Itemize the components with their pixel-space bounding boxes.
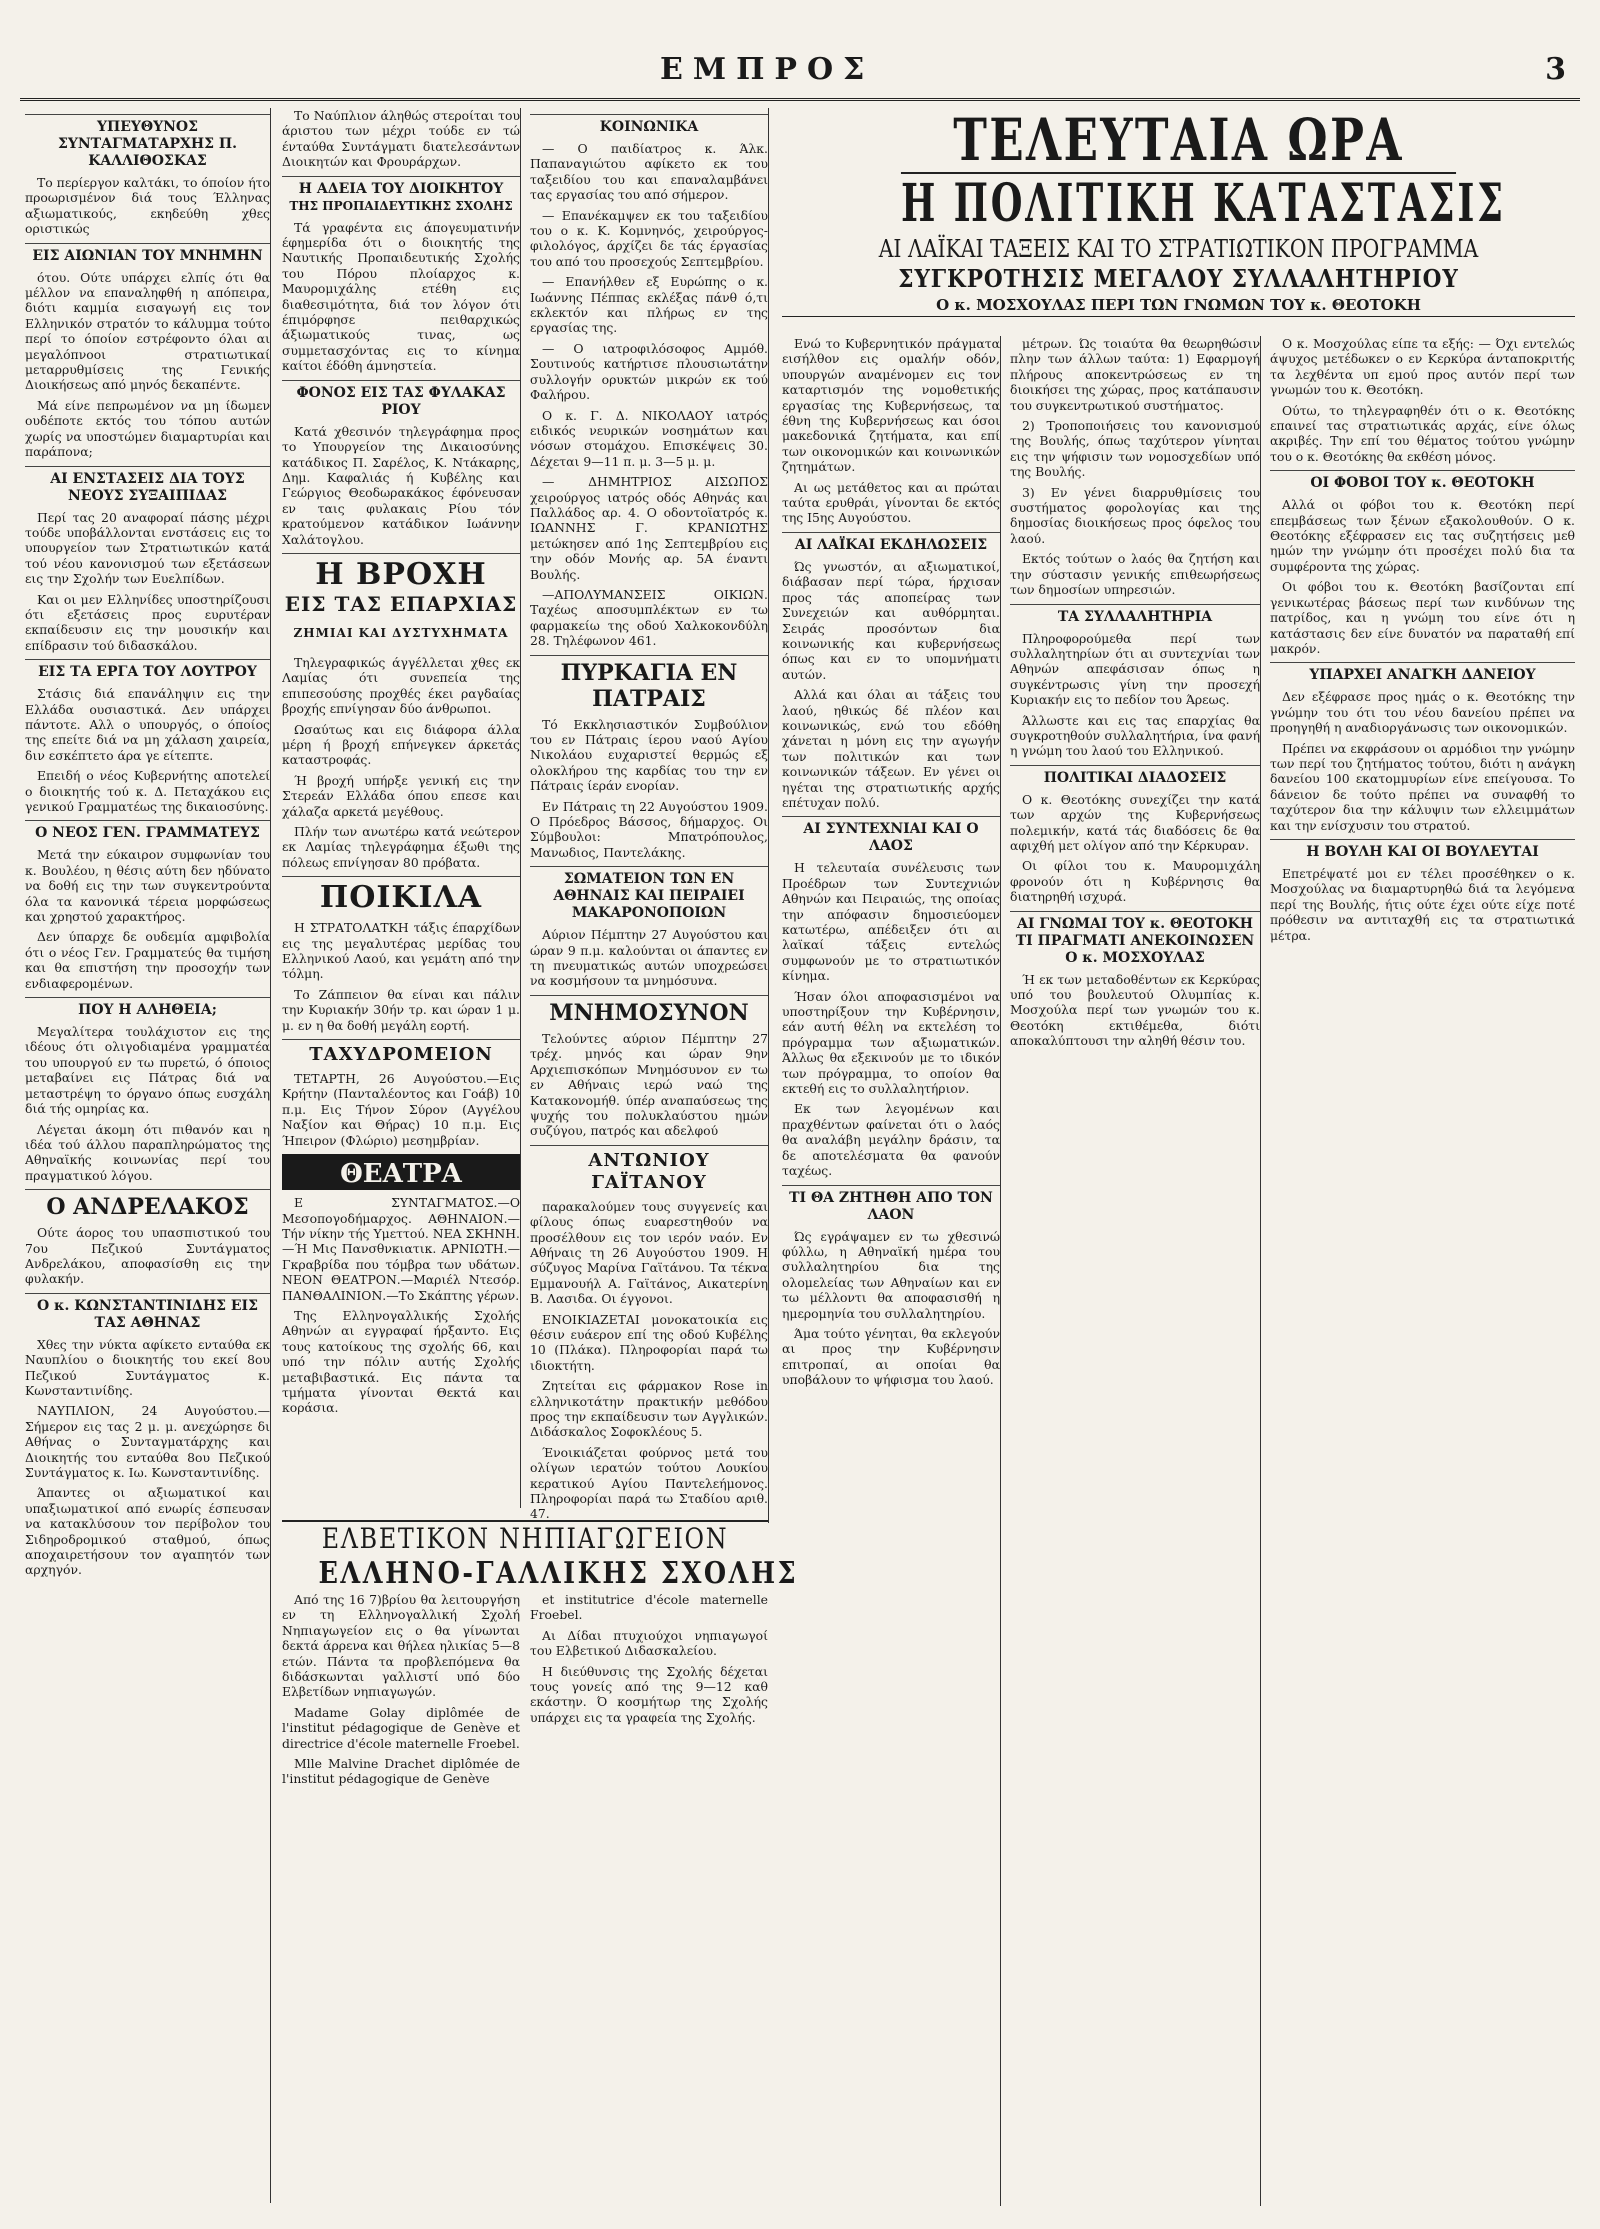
paragraph: Αλλά και όλαι αι τάξεις του λαού, ηθικώς δέ πλέον και κοινωνικώς, ενώ του εδόθη χάνεται η μόνη εις την αγωγήν των πολιτικών και των κοινωνικών τάξεων. Εν γένει οι ηγέται της στρατιωτικής αρχής επέτυχαν πολύ.	[782, 687, 1000, 810]
paragraph: Άπαντες οι αξιωματικοί και υπαξιωματικοί από ενωρίς έσπευσαν να κατακλύσουν τον περίβολον του Σιδηροδρομικού σταθμού, όπως αποχαιρετήσουν τον αγαπητόν των αρχηγόν.	[25, 1485, 270, 1578]
column-1	[25, 108, 271, 2203]
paragraph: Μετά την εύκαιρον συμφωνίαν του κ. Βουλέου, η θέσις αύτη δεν ηδύνατο να δοθή εις την των συγκεντρούντα όλα τα κανονικά τέρεια μορφώσεως και χρηστού χαρακτήρος.	[25, 847, 270, 925]
paragraph: 3) Εν γένει διαρρυθμίσεις του συστήματος φορολογίας και της δημοσίας διοικήσεως προς όφελος του λαού.	[1010, 484, 1260, 546]
paragraph: Τηλεγραφικώς άγγέλλεται χθες εκ Λαμίας ότι συνεπεία της επιπεσούσης προχθές έκει ραγδαίας βροχής επνίγησαν δύο άνθρωποι.	[282, 654, 520, 717]
paragraph: Τά γραφέντα εις άπογευματινήν έφημερίδα ότι ο διοικητής της Ναυτικής Προπαιδευτικής Σχολής του Πόρου πλοίαρχος κ. Μαυρομιχάλης ετέθη εις διαθεσιμότητα, διά τον λόγον ότι έπιμόρφησε πειθαρχικώς άξιωματικούς τινας, ως συμμετασχόντας εις το κίνημα καίτοι έδόθη άμνηστεία.	[282, 219, 520, 374]
headline: ΠΟΥ Η ΑΛΗΘΕΙΑ;	[25, 997, 270, 1019]
headline: ΤΙ ΘΑ ΖΗΤΗΘΗ ΑΠΟ ΤΟΝ ΛΑΟΝ	[782, 1185, 1000, 1224]
headline: ΘΕΑΤΡΑ	[282, 1154, 520, 1190]
ad-subtitle: ΕΛΛΗΝΟ-ΓΑΛΛΙΚΗΣ ΣΧΟΛΗΣ	[318, 1556, 799, 1591]
paragraph: — Ο παιδίατρος κ. Άλκ. Παπαναγιώτου αφίκετο εκ του ταξειδίου του και επαναλαμβάνει τας εργασίας του από σήμερον.	[530, 141, 768, 203]
headline-sub: ΤΗΣ ΠΡΟΠΑΙΔΕΥΤΙΚΗΣ ΣΧΟΛΗΣ	[289, 198, 513, 213]
headline: ΕΙΣ ΑΙΩΝΙΑΝ ΤΟΥ ΜΝΗΜΗΝ	[25, 243, 270, 265]
ad-left-column	[282, 1592, 520, 2192]
headline: ΑΙ ΕΝΣΤΑΣΕΙΣ ΔΙΑ ΤΟΥΣ ΝΕΟΥΣ ΣΥΞΑΙΠΙΔΑΣ	[25, 466, 270, 505]
paragraph: Πρέπει να εκφράσουν οι αρμόδιοι την γνώμην των περί του ζητήματος τούτου, διότι η ανάγκη δανείου 100 εκατομμυρίων είνε επείγουσα. Το δάνειον δε τούτο πρέπει να συναφθή το ταχύτερον δια την κάλυψιν των ελλειμμάτων και την ενίσχυσιν του στρατού.	[1270, 740, 1575, 833]
paragraph: Ήσαν όλοι αποφασισμένοι να υποστηρίξουν την Κυβέρνησιν, εάν αυτή θέλη να εκτελέση το πρόγραμμα των αξιωματικών. Άλλως θα εξεκινούν με το ιδικόν των πρόγραμμα, το οποίον θα εκτεθή εις το συλλαλητήριον.	[782, 988, 1000, 1097]
headline-sub: ΖΗΜΙΑΙ ΚΑΙ ΔΥΣΤΥΧΗΜΑΤΑ	[293, 625, 509, 640]
headline: Η ΒΟΥΛΗ ΚΑΙ ΟΙ ΒΟΥΛΕΥΤΑΙ	[1270, 839, 1575, 861]
headline-moschoulas: Ο κ. ΜΟΣΧΟΥΛΑΣ ΠΕΡΙ ΤΩΝ ΓΝΩΜΩΝ ΤΟΥ κ. ΘΕΟΤΟΚΗ	[782, 294, 1575, 317]
headline: ΑΙ ΣΥΝΤΕΧΝΙΑΙ ΚΑΙ Ο ΛΑΟΣ	[782, 816, 1000, 855]
paragraph: — Επανήλθεν εξ Ευρώπης ο κ. Ιωάννης Πέππας εκλέξας πάνθ ό,τι εκλεκτόν και πλήρως εν της εργασίας της.	[530, 274, 768, 336]
paragraph: Οι φίλοι του κ. Μαυρομιχάλη φρονούν ότι η Κυβέρνησις θα διατηρηθή ισχυρά.	[1010, 858, 1260, 905]
paragraph: Δεν εξέφρασε προς ημάς ο κ. Θεοτόκης την γνώμην του ότι του νέου δανείου πρέπει να προηγηθή η αναδιοργάνωσις των οικονομικών.	[1270, 689, 1575, 736]
paragraph: Το περίεργον καλτάκι, το όποίον ήτο προωρισμένον διά τους Έλληνας αξιωματικούς, εκηδεύθη χθες οριστικώς	[25, 175, 270, 237]
paragraph: Μεγαλίτερα τουλάχιστον εις της ιδέους ότι ολιγοδιαμένα γραμματέα του υπουργού εν τω πυρετώ, ό όποιος μεταβαίνει εις Πάτρας διά να μεταστρέψη το όργανο όπως ευσχάλη διά τής ομηρίας κα.	[25, 1024, 270, 1117]
paragraph: Και οι μεν Ελληνίδες υποστηρίζουσι ότι εξετάσεις προς ευρυτέραν εκπαίδευσιν εις την μουσικήν και επίδρασιν τού διδασκάλου.	[25, 591, 270, 653]
paragraph: Ο κ. Μοσχούλας είπε τα εξής: — Όχι εντελώς άψυχος μετέδωκεν ο εν Κερκύρα άνταποκριτής τα λεχθέντα υπ εμού προς αυτόν περί των γνωμών του κ. Θεοτόκη.	[1270, 336, 1575, 398]
headline-rally: ΣΥΓΚΡΟΤΗΣΙΣ ΜΕΓΑΛΟΥ ΣΥΛΛΑΛΗΤΗΡΙΟΥ	[898, 264, 1459, 293]
paragraph: Περί τας 20 αναφοραί πάσης μέχρι τούδε υποβάλλονται ενστάσεις εις το υπουργείον των Στρατιωτικών κατά τού νέου κανονισμού των εξετάσεων εις την Σχολήν των Ευελπίδων.	[25, 509, 270, 587]
headline-last-hour: ΤΕΛΕΥΤΑΙΑ ΩΡΑ	[953, 106, 1404, 174]
paragraph: Της Ελληνογαλλικής Σχολής Αθηνών αι εγγραφαί ήρξαντο. Εις τους κατοίκους της σχολής 66, και υπό την πόλιν αυτής Σχολής μεταβιβαστικά. Εις πάντα τα τμήματα γίνονται Θεκτά και κοράσια.	[282, 1307, 520, 1416]
paragraph: — Επανέκαμψεν εκ του ταξειδίου του ο κ. Κ. Κομνηνός, χειρούργος-φιλολόγος, άρχίζει δε τάς έργασίας του από του προσεχούς Σεπτεμβρίου.	[530, 207, 768, 269]
headline-text: Η ΑΔΕΙΑ ΤΟΥ ΔΙΟΙΚΗΤΟΥ	[298, 180, 504, 197]
paragraph: Από της 16 7)βρίου θα λειτουργήση εν τη Ελληνογαλλική Σχολή Νηπιαγωγείον εις ο θα γίνωνται δεκτά άρρενα και θήλεα ηλικίας 5—8 ετών. Πάντα τα προβλεπόμενα θα διδάσκωνται γαλλιστί υπό δύο Ελβετίδων νηπιαγωγών.	[282, 1592, 520, 1700]
headline: ΣΩΜΑΤΕΙΟΝ ΤΩΝ ΕΝ ΑΘΗΝΑΙΣ ΚΑΙ ΠΕΙΡΑΙΕΙ ΜΑΚΑΡΟΝΟΠΟΙΩΝ	[530, 866, 768, 922]
headline: ΑΝΤΩΝΙΟΥ ΓΑΪΤΑΝΟΥ	[530, 1145, 768, 1194]
headline: ΠΟΙΚΙΛΑ	[282, 876, 520, 915]
paragraph: — Ο ιατροφιλόσοφος Αμμόθ. Σουτινούς κατήρτισε πλουσιωτάτην συλλογήν ορυκτών μικρών εκ τού Φαλήρου.	[530, 340, 768, 403]
headline: ΥΠΕΥΘΥΝΟΣ ΣΥΝΤΑΓΜΑΤΑΡΧΗΣ Π. ΚΑΛΛΙΘΟΣΚΑΣ	[25, 114, 270, 170]
paragraph: Επειδή ο νέος Κυβερνήτης αποτελεί ο διοικητής τού κ. Δ. Πεταχάκου εις γενικού Γραμματέως της δικαιοσύνης.	[25, 768, 270, 814]
headline-subtitle: ΑΙ ΛΑΪΚΑΙ ΤΑΞΕΙΣ ΚΑΙ ΤΟ ΣΤΡΑΤΙΩΤΙΚΟΝ ΠΡΟΓΡΑΜΜΑ	[878, 235, 1479, 263]
paragraph: Χθες την νύκτα αφίκετο ενταύθα εκ Ναυπλίου ο διοικητής του εκεί 8ου Πεζικού Συντάγματος κ. Κωνσταντινίδης.	[25, 1336, 270, 1398]
paragraph: Το Ναύπλιον άληθώς στεροίται του άριστου των μέχρι τούδε εν τώ ένταύθα Συντάγματι διατελεσάντων Διοικητών και Φρουράρχων.	[282, 108, 520, 170]
paragraph: —ΑΠΟΛΥΜΑΝΣΕΙΣ ΟΙΚΙΩΝ. Ταχέως αποσυμπλέκτων εν τω φαρμακείω της οδού Χαλκοκονδύλη 28. Τηλέφωνον 461.	[530, 586, 768, 649]
headline: ΑΙ ΛΑΪΚΑΙ ΕΚΔΗΛΩΣΕΙΣ	[782, 532, 1000, 554]
headline: ΑΙ ΓΝΩΜΑΙ ΤΟΥ κ. ΘΕΟΤΟΚΗ ΤΙ ΠΡΑΓΜΑΤΙ ΑΝΕΚΟΙΝΩΣΕΝ Ο κ. ΜΟΣΧΟΥΛΑΣ	[1010, 911, 1260, 967]
paragraph: Ώς εγράψαμεν εν τω χθεσινώ φύλλω, η Αθηναϊκή ημέρα του συλλαλητηρίου δια της ολομελείας των Αθηναίων και εν τω μέλλοντι θα αποφασισθή η ημερομηνία του συλλαλητηρίου.	[782, 1228, 1000, 1321]
paragraph: ΤΕΤΑΡΤΗ, 26 Αυγούστου.—Εις Κρήτην (Πανταλέοντος και Γοάβ) 10 π.μ. Εις Τήνον Σύρον (Αγγέλου Ναξίον και Θήρας) 10 π.μ. Εις Ήπειρον (Φλώριο) μεσημβρίαν.	[282, 1071, 520, 1148]
paragraph: — ΔΗΜΗΤΡΙΟΣ ΑΙΣΩΠΟΣ χειρούργος ιατρός οδός Αθηνάς και Παλλάδος αρ. 4. Ο οδοντοϊατρός κ. ΙΩΑΝΝΗΣ Γ. ΚΡΑΝΙΩΤΗΣ μετώκησεν από 1ης Σεπτεμβρίου εις την οδόν Μονής αρ. 5Α έναντι Βουλής.	[530, 474, 768, 582]
paragraph: Κατά χθεσινόν τηλεγράφημα προς το Υπουργείον της Δικαιοσύνης κατάδικος Π. Σαρέλος, Κ. Ντάκαρης, Δημ. Καφαλιάς ή Κυβέλης και Γεώργιος Θεοδωρακάκος έφόνευσαν εν ταις φυλακαις Ρίου τόν κρατούμενον κατάδικον Ιωάννην Χαλάτογλου.	[282, 423, 520, 547]
paragraph: παρακαλούμεν τους συγγενείς και φίλους όπως ευαρεστηθούν να προσέλθουν εις τον ιερόν ναόν. Εν Αθήναις τη 26 Αυγούστου 1909. Η σύζυγος Μαρίνα Γαϊτάνου. Τα τέκνα Εμμανουήλ Α. Γαϊτάνος, Αικατερίνη Β. Λασιδα. Οι έγγονοι.	[530, 1198, 768, 1307]
paragraph: et institutrice d'école maternelle Froebel.	[530, 1592, 768, 1623]
main-headline	[782, 108, 1575, 317]
paragraph: Πλήν των ανωτέρω κατά νεώτερον εκ Λαμίας τηλεγράφημα έξωθι της πόλεως επνίγησαν 80 πρόβατα.	[282, 824, 520, 870]
column-2	[282, 108, 521, 1508]
headline-sub: ΕΙΣ ΤΑΣ ΕΠΑΡΧΙΑΣ	[284, 591, 518, 616]
paragraph: Οι φόβοι του κ. Θεοτόκη βασίζονται επί γενικωτέρας βάσεως περί των κινδύνων της πατρίδος, και η γνώμη του είνε ότι η κατάστασις δεν είνε δυνατόν να παραταθή επί μακρόν.	[1270, 579, 1575, 656]
paragraph: Mlle Malvine Drachet diplômée de l'institut pédagogique de Genève	[282, 1756, 520, 1787]
paragraph: μέτρων. Ώς τοιαύτα θα θεωρηθώσιν πλην των άλλων ταύτα: 1) Εφαρμογή πλήρους αποκεντρώσεως εν τη διοικήσει της χώρας, προς κατάπαυσιν του συγκεντρωτικού συστήματος.	[1010, 336, 1260, 413]
paragraph: Αι ως μετάθετος και αι πρώται ταύτα ερυθράι, γίνονται δε εκτός της Ι5ης Αυγούστου.	[782, 479, 1000, 526]
headline: ΤΑΧΥΔΡΟΜΕΙΟΝ	[282, 1039, 520, 1066]
paragraph: Πληροφορούμεθα περί των συλλαλητηρίων ότι αι συντεχνίαι των Αθηνών απεφάσισαν όπως η συγκέντρωσις γίνη την προσεχή Κυριακήν εις το πεδίον του Άρεως.	[1010, 630, 1260, 708]
paragraph: Μά είνε πεπρωμένον να μη ίδωμεν ουδέποτε εκτός του τόπου αυτών χωρίς να υποστώμεν διαμαρτυρίαι και παράπονα;	[25, 397, 270, 460]
paragraph: Εν Πάτραις τη 22 Αυγούστου 1909. Ο Πρόεδρος Βάσσος, δήμαρχος. Οι Σύμβουλοι: Μπατρόπουλος, Μανωδιος, Παντελάκης.	[530, 798, 768, 860]
headline	[282, 553, 520, 650]
paragraph: Λέγεται άκομη ότι πιθανόν και η ιδέα τού άλλου παραπληρώματος της Αθηναϊκής κοινωνίας περί του πραγματικού λόγου.	[25, 1121, 270, 1183]
headline	[282, 176, 520, 215]
headline: ΕΙΣ ΤΑ ΕΡΓΑ ΤΟΥ ΛΟΥΤΡΟΥ	[25, 659, 270, 681]
column-3	[530, 108, 769, 1523]
headline: ΟΙ ΦΟΒΟΙ ΤΟΥ κ. ΘΕΟΤΟΚΗ	[1270, 470, 1575, 492]
paragraph: Madame Golay diplômée de l'institut pédagogique de Genève et directrice d'école maternelle Froebel.	[282, 1704, 520, 1751]
paragraph: Στάσις διά επανάληψιν εις την Ελλάδα ουσιαστικά. Δεν υπάρχει πάντοτε. Αλλ ο υπουργός, ο όποίος της επείτε διά να μη χάλαση χαιρεία, διν εσκέπτετο άρα γε είτεπτε.	[25, 686, 270, 763]
school-advertisement	[282, 1520, 799, 2192]
paragraph: Άμα τούτο γένηται, θα εκλεγούν αι προς την Κυβέρνησιν επιτροπαί, αι οποίαι θα υποβάλουν το ψήφισμα του λαού.	[782, 1325, 1000, 1388]
paragraph: Δεν ύπαρχε δε ουδεμία αμφιβολία ότι ο νέος Γεν. Γραμματεύς θα τιμήση και θα επιστήση την προσοχήν των ενδιαφερομένων.	[25, 929, 270, 991]
paragraph: ΝΑΥΠΛΙΟΝ, 24 Αυγούστου.—Σήμερον εις τας 2 μ. μ. ανεχώρησε δι Αθήνας ο Συνταγματάρχης και Διοικητής του ενταύθα 8ου Πεζικού Συντάγματος κ. Ιω. Κωνσταντινίδης.	[25, 1403, 270, 1480]
paragraph: Ζητείται εις φάρμακον Rose in ελληνικοτάτην πρακτικήν μεθόδου προς την εκπαίδευσιν των Αγγλικών. Διδάσκαλος Σοφοκλέους 5.	[530, 1378, 768, 1440]
paragraph: Εκ των λεγομένων και πραχθέντων φαίνεται ότι ο λαός θα αναλάβη μεγάλην δράσιν, τα δε αποτελέσματα θα φανούν ταχέως.	[782, 1101, 1000, 1179]
paragraph: Η ΣΤΡΑΤΟΛΑΤΚΗ τάξις έπαρχίδων εις της μεγαλυτέρας μερίδας του Ελληνικού Λαού, και γεμάτη από την τόλμη.	[282, 920, 520, 982]
headline: ΥΠΑΡΧΕΙ ΑΝΑΓΚΗ ΔΑΝΕΙΟΥ	[1270, 662, 1575, 684]
masthead	[20, 52, 1580, 101]
paragraph: Ούτε άορος του υπασπιστικού του 7ου Πεζικού Συντάγματος Ανδρελάκου, αποφασίσθη εις την φυλακήν.	[25, 1225, 270, 1287]
paragraph: Επετρέψατέ μοι εν τέλει προσέθηκεν ο κ. Μοσχούλας να διαμαρτυρηθώ διά τα λεγόμενα περί της Βουλής, ήτις ούτε έχει ούτε είχε ποτέ πρόθεσιν να αντιταχθή εις τα στρατιωτικά μέτρα.	[1270, 865, 1575, 943]
headline: ΜΝΗΜΟΣΥΝΟΝ	[530, 995, 768, 1026]
column-4	[782, 336, 1001, 2206]
paragraph: Εκτός τούτων ο λαός θα ζητήση και την σύστασιν γενικής επιθεωρήσεως των δημοσίων υπηρεσιών.	[1010, 551, 1260, 598]
paragraph: Αι Δίδαι πτυχιούχοι νηπιαγωγοί του Ελβετικού Διδασκαλείου.	[530, 1627, 768, 1659]
column-6	[1270, 336, 1575, 2206]
paragraph: ΕΝΟΙΚΙΑΖΕΤΑΙ μονοκατοικία εις θέσιν ευάερον επί της οδού Κυβέλης 10 (Πλάκα). Πληροφορίαι παρά τω ιδιοκτήτη.	[530, 1311, 768, 1373]
paragraph: Ή εκ των μεταδοθέντων εκ Κερκύρας υπό του βουλευτού Ολυμπίας κ. Μοσχούλα περί των γνωμών του κ. Θεοτόκη εκτιθέμεθα, διότι αποκαλύπτουσι την αληθή θέσιν του.	[1010, 971, 1260, 1049]
paragraph: Τό Εκκλησιαστικόν Συμβούλιον του εν Πάτραις ίερου ναού Αγίου Νικολάου ευχαριστεί θερμώς εξ ολοκλήρου της καρδίας του την εν Πάτραις ίεράν ενορίαν.	[530, 716, 768, 794]
paragraph: Ώς γνωστόν, αι αξιωματικοί, διάβασαν περί τώρα, ήρχισαν προς τάς αποπείρας των Συνεχειών και αυθόρμηται. Σειράς προσόντων δια κοινωνικής και κυβερνήσεως όπως και εν το υπομνήματι αυτών.	[782, 558, 1000, 682]
paragraph: Το Ζάππειον θα είναι και πάλιν την Κυριακήν 30ήν τρ. και ώραν 1 μ. μ. εν η θα δοθή μεγάλη εορτή.	[282, 986, 520, 1033]
newspaper-title: ΕΜΠΡΟΣ	[660, 52, 875, 87]
headline: Ο ΑΝΔΡΕΛΑΚΟΣ	[25, 1189, 270, 1220]
headline-text: Η ΒΡΟΧΗ	[315, 556, 487, 592]
ad-right-column	[530, 1592, 768, 2192]
paragraph: Ενώ το Κυβερνητικόν πράγματα εισήλθον εις ομαλήν οδόν, υπουργών αναμένομεν εις τον καταρτισμόν της νομοθετικής εργασίας της Κυβερνήσεως, τα έθνη της Κυβερνήσεως και όσοι μακεδονικά ζητήματα, και επί των οικονομικών και κοινωνικών ζητημάτων.	[782, 336, 1000, 475]
headline-political-situation: Η ΠΟΛΙΤΙΚΗ ΚΑΤΑΣΤΑΣΙΣ	[900, 173, 1506, 234]
headline: Ο κ. ΚΩΝΣΤΑΝΤΙΝΙΔΗΣ ΕΙΣ ΤΑΣ ΑΘΗΝΑΣ	[25, 1293, 270, 1332]
paragraph: Η τελευταία συνέλευσις των Προέδρων των Συντεχνιών Αθηνών και Πειραιώς, της οποίας την απόφασιν δημοσιεύομεν κατωτέρω, απέδειξεν ότι αι λαϊκαί τάξεις εντελώς συμφωνούν με το στρατιωτικόν κίνημα.	[782, 860, 1000, 984]
paragraph: Ούτω, το τηλεγραφηθέν ότι ο κ. Θεοτόκης επαινεί τας στρατιωτικάς αρχάς, είνε όλως ακριβές. Την επί του θέματος τούτου γνώμην του ο κ. Θεοτόκης θα εκθέση μόνος.	[1270, 402, 1575, 464]
paragraph: Ε ΣΥΝΤΑΓΜΑΤΟΣ.—Ο Μεσοπογοδήμαρχος. ΑΘΗΝΑΙΟΝ.—Τήν νίκην τής Υμεττού. ΝΕΑ ΣΚΗΝΗ.—Ή Μις Πανσθνκιατικ. ΑΡΝΙΩΤΗ.—Γκραβρίδα που τόμβρα των υδάτων. ΝΕΟΝ ΘΕΑΤΡΟΝ.—Μαριέλ Ντεσόρ. ΠΑΝΘΑΛΙΝΙΟΝ.—Το Σκάπτης γέρων.	[282, 1195, 520, 1303]
headline: ΦΟΝΟΣ ΕΙΣ ΤΑΣ ΦΥΛΑΚΑΣ ΡΙΟΥ	[282, 380, 520, 419]
paragraph: Αλλά οι φόβοι του κ. Θεοτόκη περί επεμβάσεως των ξένων εξακολουθούν. Ο κ. Θεοτόκης εξέφρασεν εις τας συζητήσεις μεθ ημών την γνώμην ότι προσέχει πολύ δια τα συμφέροντα της χώρας.	[1270, 497, 1575, 574]
headline: ΠΟΛΙΤΙΚΑΙ ΔΙΑΔΟΣΕΙΣ	[1010, 765, 1260, 787]
paragraph: Η διεύθυνσις της Σχολής δέχεται τους γονείς από της 9—12 καθ εκάστην. Ό κοσμήτωρ της Σχολής υπάρχει εις τα γραφεία της Σχολής.	[530, 1663, 768, 1725]
column-5	[1010, 336, 1261, 2206]
paragraph: Αύριον Πέμπτην 27 Αυγούστου και ώραν 9 π.μ. καλούνται οι άπαντες εν τη πνευματικώς αυτών υποχρεώσει να κοσμήσουν τα μνημόσυνα.	[530, 927, 768, 989]
headline: ΠΥΡΚΑΓΙΑ ΕΝ ΠΑΤΡΑΙΣ	[530, 655, 768, 712]
paragraph: 2) Τροποποιήσεις του κανονισμού της Βουλής, όπως ταχύτερον γίνηται εις την ψήφισιν των νομοσχεδίων υπό της Βουλής.	[1010, 418, 1260, 480]
page-number: 3	[1545, 52, 1566, 87]
paragraph: Ένοικιάζεται φούρνος μετά του ολίγων ιερατών τούτου Λουκίου κερατικού Αγίου Παντελεήμονος. Πληροφορίαι παρά τω Σταδίου αριθ. 47.	[530, 1444, 768, 1522]
paragraph: Ωσαύτως και εις διάφορα άλλα μέρη ή βροχή επήνεγκεν άρκετάς καταστροφάς.	[282, 721, 520, 768]
paragraph: Ο κ. Γ. Δ. ΝΙΚΟΛΑΟΥ ιατρός ειδικός νευρικών νοσημάτων και νόσων στομάχου. Επισκέψεις 30. Δέχεται 9—11 π. μ. 3—5 μ. μ.	[530, 407, 768, 469]
paragraph: Τελούντες αύριον Πέμπτην 27 τρέχ. μηνός και ώραν 9ην Αρχιεπισκόπων Μνημόσυνον εν τω εν Αθήναις ιερώ ναώ της Κατακονομήθ. ύπέρ αναπαύσεως της ψυχής του πολυκλαύστου ημών συζύγου, πατρός και αδελφού	[530, 1030, 768, 1139]
headline: ΚΟΙΝΩΝΙΚΑ	[530, 114, 768, 136]
paragraph: Ή βροχή υπήρξε γενική εις την Στερεάν Ελλάδα όπου επεσε και χάλαζα αρκετά μεγέθους.	[282, 772, 520, 819]
headline: Ο ΝΕΟΣ ΓΕΝ. ΓΡΑΜΜΑΤΕΥΣ	[25, 820, 270, 842]
ad-title: ΕΛΒΕΤΙΚΟΝ ΝΗΠΙΑΓΩΓΕΙΟΝ	[321, 1522, 729, 1555]
paragraph: ότου. Ούτε υπάρχει ελπίς ότι θα μέλλον να επαναληφθή η απόπειρα, διότι καμμία εισαγωγή εις τον Ελληνικόν στρατόν το κάλυμμα τούτο περί το όποίον εστρέφοντο όλαι αι μεγαλόπνοοι στρατιωτικαί μεταρρυθμίσεις της Γενικής Διοικήσεως από μηνός δεκαπέντε.	[25, 269, 270, 393]
paragraph: Ο κ. Θεοτόκης συνεχίζει την κατά των αρχών της Κυβερνήσεως πολεμικήν, κατά τάς διαδόσεις δε θα αφιχθή μετ ολίγον από την Κέρκυραν.	[1010, 791, 1260, 853]
headline: ΤΑ ΣΥΛΛΑΛΗΤΗΡΙΑ	[1010, 604, 1260, 626]
paragraph: Άλλωστε και εις τας επαρχίας θα συγκροτηθούν συλλαλητήρια, ίνα φανή η γνώμη του λαού του Ελληνικού.	[1010, 712, 1260, 759]
